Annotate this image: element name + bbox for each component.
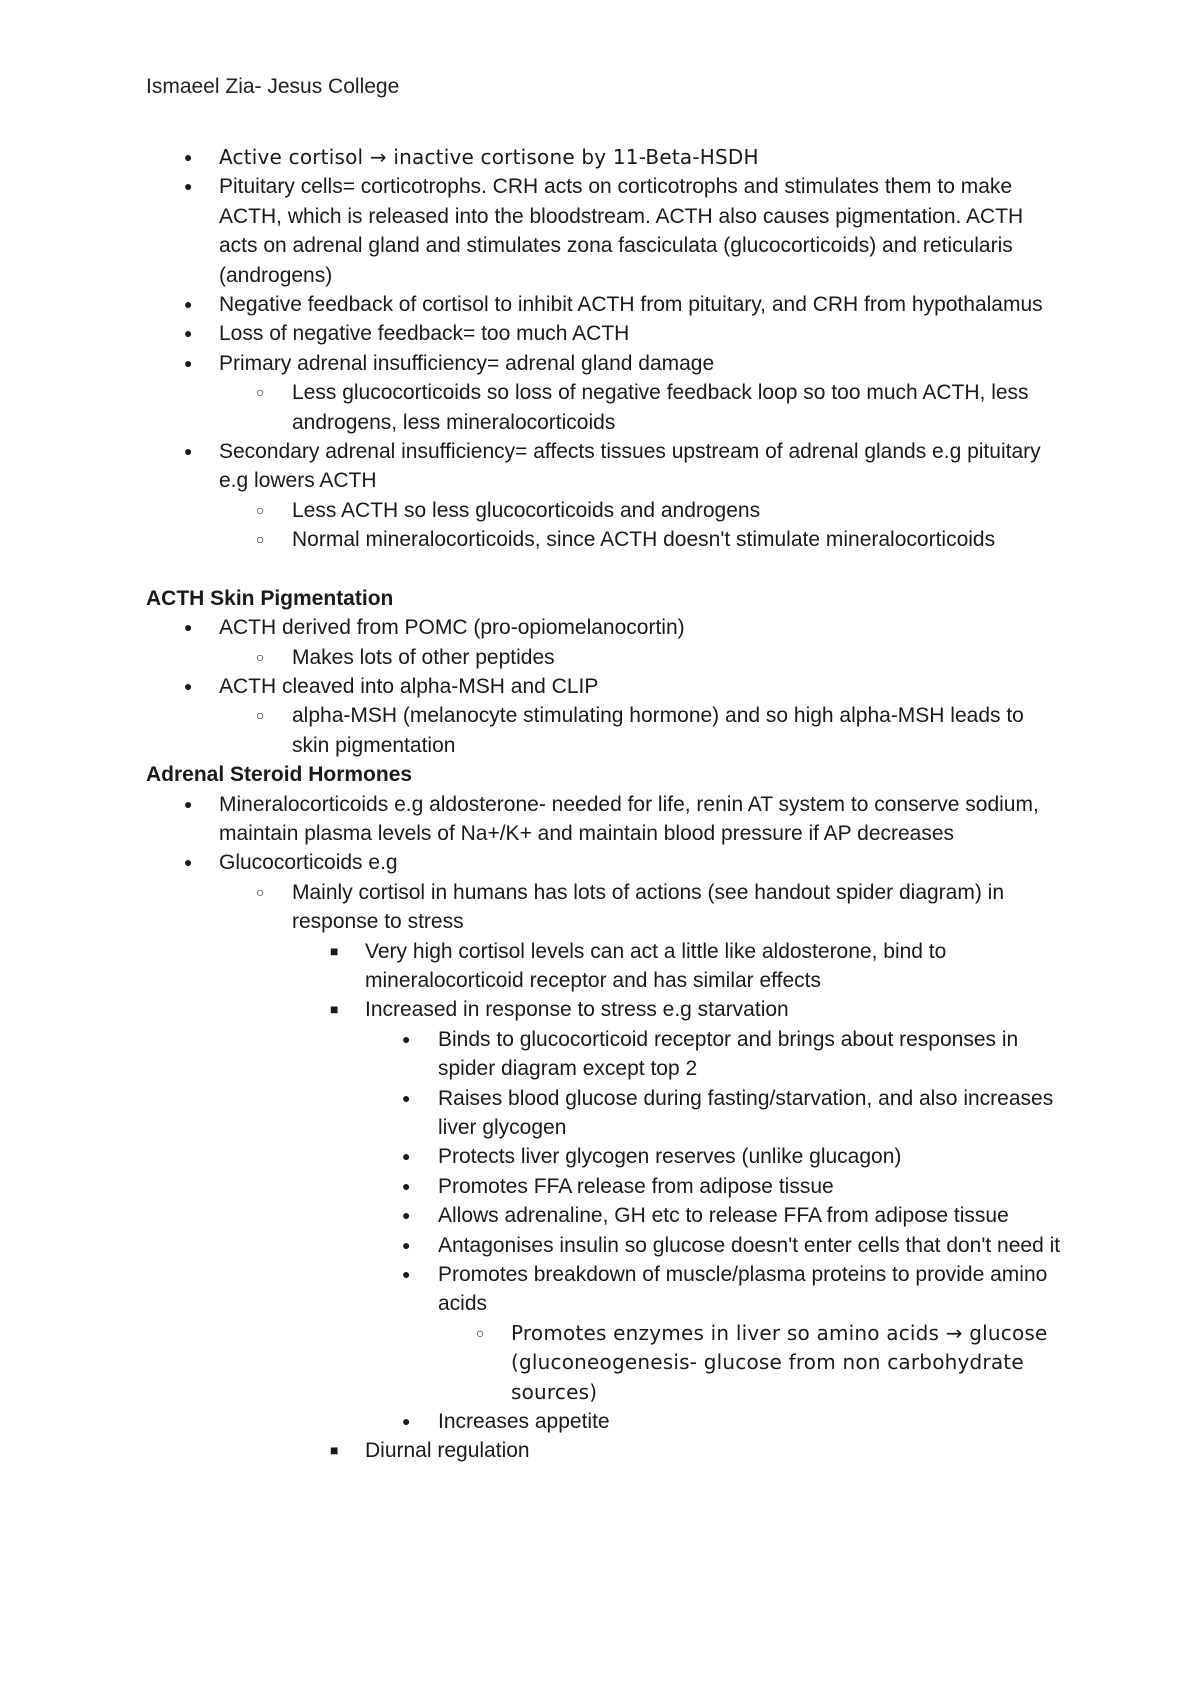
bullet-circle: ○ — [256, 501, 265, 518]
bullet-disc: ● — [184, 677, 193, 694]
bullet-square: ■ — [330, 1001, 339, 1018]
list-item-text: Secondary adrenal insufficiency= affects tissues upstream of adrenal glands e.g pituitary e.g lowers ACTH — [219, 440, 1041, 493]
bullet-disc: ● — [402, 1177, 411, 1194]
list-item-text: Mineralocorticoids e.g aldosterone- needed for life, renin AT system to conserve sodium, maintain plasma levels of Na+/K+ and maintain blood pressure if AP decreases — [219, 792, 1039, 845]
list-item — [146, 1407, 1066, 1436]
bullet-disc: ● — [402, 1413, 411, 1430]
list-item-text: Raises blood glucose during fasting/starvation, and also increases liver glycogen — [438, 1086, 1054, 1139]
bullet-circle: ○ — [256, 531, 265, 548]
list-item — [146, 1260, 1066, 1319]
bullet-disc: ● — [184, 795, 193, 812]
list-item-text: Negative feedback of cortisol to inhibit ACTH from pituitary, and CRH from hypothalamus — [219, 293, 1043, 317]
list-item-text: Less ACTH so less glucocorticoids and androgens — [292, 498, 761, 522]
bullet-circle: ○ — [256, 384, 265, 401]
bullet-disc: ● — [402, 1089, 411, 1106]
list-item — [146, 995, 1066, 1024]
list-item-text: Less glucocorticoids so loss of negative feedback loop so too much ACTH, less androgens, less mineralocorticoids — [292, 381, 1029, 434]
bullet-disc: ● — [402, 1266, 411, 1283]
bullet-disc: ● — [402, 1148, 411, 1165]
list-item — [146, 1025, 1066, 1084]
list-item — [146, 290, 1066, 319]
bullet-disc: ● — [184, 854, 193, 871]
list-item-text: Promotes breakdown of muscle/plasma proteins to provide amino acids — [438, 1263, 1048, 1316]
bullet-disc: ● — [184, 443, 193, 460]
list-item-text: Pituitary cells= corticotrophs. CRH acts on corticotrophs and stimulates them to make ACTH, which is released into the bloodstream. ACTH also causes pigmentation. ACTH acts on adrenal gland and stimulates zona fasciculata (glucocorticoids) and reticularis (androgens) — [219, 175, 1024, 287]
list-item — [146, 496, 1066, 525]
list-item — [146, 848, 1066, 877]
list-item — [146, 701, 1066, 760]
list-item — [146, 1084, 1066, 1143]
list-item-text: Very high cortisol levels can act a little like aldosterone, bind to mineralocorticoid receptor and has similar effects — [365, 939, 947, 992]
bullet-disc: ● — [184, 354, 193, 371]
list-item-text: Active cortisol → inactive cortisone by 11-Beta-HSDH — [219, 145, 759, 169]
list-item-text: Promotes enzymes in liver so amino acids → glucose (gluconeogenesis- glucose from non carbohydrate sources) — [511, 1320, 1048, 1404]
bullet-disc: ● — [184, 296, 193, 313]
list-item-text: Protects liver glycogen reserves (unlike glucagon) — [438, 1145, 902, 1169]
list-item-text: Increases appetite — [438, 1410, 610, 1434]
list-item-text: Mainly cortisol in humans has lots of actions (see handout spider diagram) in response to stress — [292, 880, 1005, 934]
page-header: Ismaeel Zia- Jesus College — [146, 75, 400, 98]
list-item-text: ACTH cleaved into alpha-MSH and CLIP — [219, 674, 599, 698]
list-item — [146, 172, 1066, 290]
bullet-circle: ○ — [256, 883, 265, 900]
bullet-disc: ● — [184, 149, 193, 165]
bullet-circle: ○ — [256, 707, 265, 724]
list-item — [146, 1319, 1066, 1407]
bullet-circle: ○ — [476, 1324, 485, 1341]
list-item — [146, 643, 1066, 672]
list-item-text: Normal mineralocorticoids, since ACTH doesn't stimulate mineralocorticoids — [292, 528, 996, 552]
list-item — [146, 1172, 1066, 1201]
list-item-text: Glucocorticoids e.g — [219, 851, 398, 875]
list-item — [146, 672, 1066, 701]
list-item — [146, 349, 1066, 378]
list-item — [146, 1231, 1066, 1260]
list-item — [146, 878, 1066, 937]
list-item — [146, 790, 1066, 849]
list-item — [146, 437, 1066, 496]
list-item — [146, 143, 1066, 172]
list-item-text: Binds to glucocorticoid receptor and brings about responses in spider diagram except top 2 — [438, 1027, 1019, 1081]
list-item-text: Increased in response to stress e.g starvation — [365, 998, 789, 1022]
list-item-text: Primary adrenal insufficiency= adrenal gland damage — [219, 351, 715, 375]
list-item-text: Makes lots of other peptides — [292, 645, 555, 669]
list-item-text: Loss of negative feedback= too much ACTH — [219, 322, 630, 346]
list-item-text: Allows adrenaline, GH etc to release FFA from adipose tissue — [438, 1204, 1009, 1228]
bullet-disc: ● — [184, 178, 193, 195]
bullet-square: ■ — [330, 942, 339, 959]
section-gap — [146, 555, 1066, 584]
list-item — [146, 1436, 1066, 1465]
list-item-text: ACTH derived from POMC (pro-opiomelanocortin) — [219, 616, 685, 640]
section-heading-adrenal-steroid-hormones: Adrenal Steroid Hormones — [146, 763, 413, 787]
bullet-disc: ● — [402, 1236, 411, 1253]
list-item-text: Promotes FFA release from adipose tissue — [438, 1174, 834, 1198]
section-heading-acth-skin-pigmentation: ACTH Skin Pigmentation — [146, 586, 394, 610]
bullet-square: ■ — [330, 1442, 339, 1459]
list-item — [146, 378, 1066, 437]
bullet-disc: ● — [402, 1207, 411, 1224]
list-item-text: Antagonises insulin so glucose doesn't enter cells that don't need it — [438, 1233, 1061, 1257]
bullet-circle: ○ — [256, 648, 265, 665]
bullet-disc: ● — [184, 619, 193, 636]
list-item — [146, 525, 1066, 554]
list-item — [146, 1201, 1066, 1230]
bullet-disc: ● — [402, 1030, 411, 1047]
list-item — [146, 937, 1066, 996]
document-body — [146, 143, 1066, 1466]
list-item — [146, 1142, 1066, 1171]
list-item-text: alpha-MSH (melanocyte stimulating hormone) and so high alpha-MSH leads to skin pigmentation — [292, 704, 1024, 757]
list-item — [146, 613, 1066, 642]
list-item-text: Diurnal regulation — [365, 1439, 530, 1463]
list-item — [146, 319, 1066, 348]
bullet-disc: ● — [184, 325, 193, 342]
